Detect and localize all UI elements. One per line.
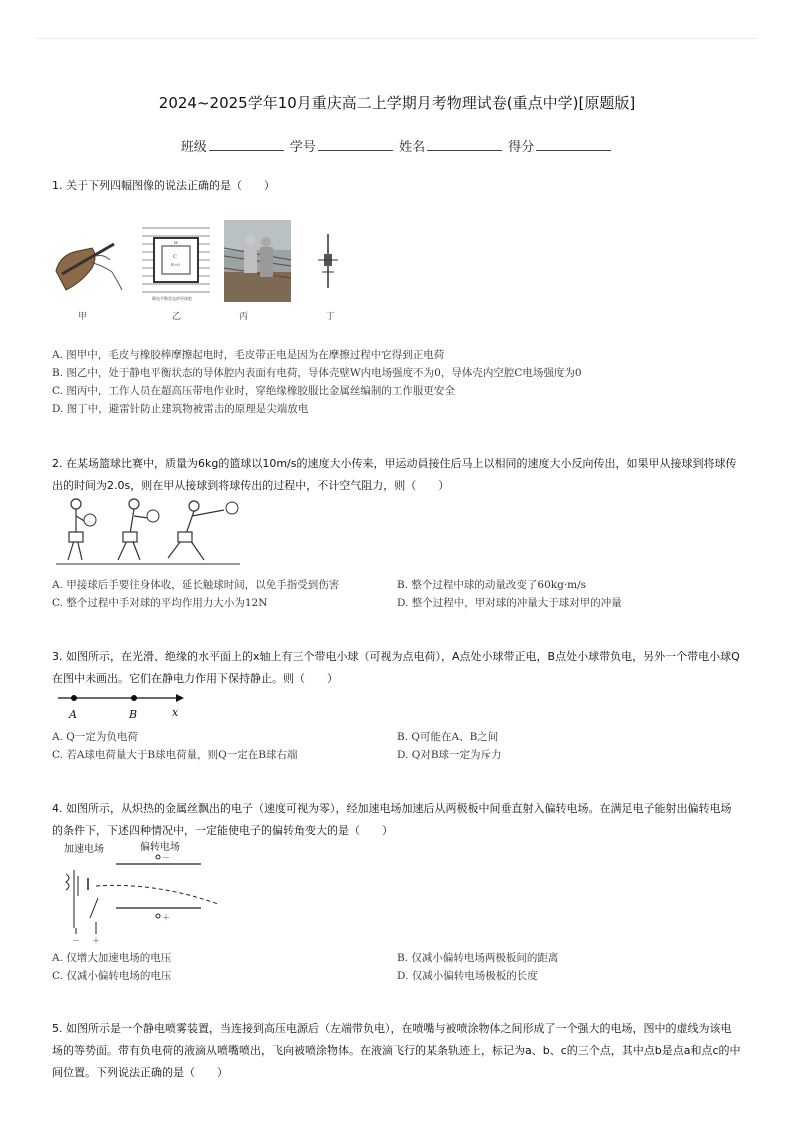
fig-bing-workers-photo bbox=[224, 220, 291, 302]
fig-x-axis-charges bbox=[56, 690, 196, 720]
svg-text:W: W bbox=[174, 240, 179, 245]
fig-yi-label: 静电平衡状态的导体腔 bbox=[152, 296, 192, 301]
class-blank[interactable] bbox=[209, 138, 284, 151]
accel-minus-sign: － bbox=[72, 936, 80, 944]
fig-basketball-players bbox=[56, 496, 240, 568]
class-label: 班级 bbox=[180, 140, 207, 155]
question-3-stem: 3. 如图所示，在光滑、绝缘的水平面上的x轴上有三个带电小球（可视为点电荷），A点处小球带正电，B点处小球带负电，另外一个带电小球Q在图中未画出。它们在静电力作用下保持静止。则（ ） bbox=[52, 650, 740, 685]
question-1-stem: 1. 关于下列四幅图像的说法正确的是（ ） bbox=[52, 179, 275, 192]
page-title: 2024~2025学年10月重庆高二上学期月考物理试卷(重点中学)[原题版] bbox=[158, 94, 636, 112]
header-rule bbox=[36, 38, 758, 39]
svg-text:E=0: E=0 bbox=[171, 262, 180, 267]
q1-option-c[interactable]: C. 图丙中，工作人员在超高压带电作业时，穿绝缘橡胶服比金属丝编制的工作服更安全 bbox=[52, 385, 455, 397]
accel-field-label: 加速电场 bbox=[64, 844, 104, 855]
fig-electron-deflection bbox=[56, 838, 226, 944]
name-blank[interactable] bbox=[427, 138, 502, 151]
q3-option-d[interactable]: D. Q对B球一定为斥力 bbox=[397, 749, 502, 761]
score-label: 得分 bbox=[508, 140, 535, 155]
fig-yi-conductor-cavity bbox=[140, 220, 212, 302]
score-blank[interactable] bbox=[536, 138, 611, 151]
name-label: 姓名 bbox=[399, 140, 426, 155]
top-plate-sign: － bbox=[162, 853, 170, 862]
q4-option-c[interactable]: C. 仅减小偏转电场的电压 bbox=[52, 970, 172, 982]
caption-bing: 丙 bbox=[239, 312, 249, 322]
x-axis-label: x bbox=[172, 706, 179, 719]
q1-option-d[interactable]: D. 图丁中，避雷针防止建筑物被雷击的原理是尖端放电 bbox=[52, 403, 309, 415]
q4-option-d[interactable]: D. 仅减小偏转电场极板的长度 bbox=[397, 970, 538, 982]
id-label: 学号 bbox=[289, 140, 316, 155]
svg-text:C: C bbox=[173, 254, 177, 260]
caption-ding: 丁 bbox=[326, 312, 336, 322]
q4-option-b[interactable]: B. 仅减小偏转电场两极板间的距离 bbox=[397, 952, 559, 964]
student-info-line bbox=[0, 136, 794, 155]
question-2-stem: 2. 在某场篮球比赛中，质量为6kg的篮球以10m/s的速度大小传来，甲运动員接住后马上以相同的速度大小反向传出，如果甲从接球到将球传出的时间为2.0s，则在甲从接球到将球传出的过程中，不计空气阻力，则（ ） bbox=[52, 457, 737, 492]
accel-plus-sign: ＋ bbox=[92, 936, 100, 944]
caption-jia: 甲 bbox=[78, 312, 88, 322]
question-5-stem: 5. 如图所示是一个静电喷雾装置，当连接到高压电源后（左端带负电），在喷嘴与被喷涂物体之间形成了一个强大的电场，图中的虚线为该电场的等势面。带有负电荷的液滴从喷嘴喷出，飞向被喷涂物体。在液滴飞行的某条轨迹上，标记为a、b、c的三个点，其中点b是点a和点c的中间位置。下列说法正确的是（ ） bbox=[52, 1022, 741, 1079]
q1-option-b[interactable]: B. 图乙中，处于静电平衡状态的导体腔内表面有电荷，导体壳壁W内电场强度不为0，导体壳内空腔C电场强度为0 bbox=[52, 367, 582, 379]
question-4-stem: 4. 如图所示，从炽热的金属丝飘出的电子（速度可视为零），经加速电场加速后从两极板中间垂直射入偏转电场。在满足电子能射出偏转电场的条件下，下述四种情况中，一定能使电子的偏转角变大的是（ ） bbox=[52, 802, 732, 837]
bottom-plate-sign: ＋ bbox=[162, 913, 170, 922]
fig-ding-lightning-rod bbox=[316, 232, 340, 290]
fig-jia-rubbing-rod bbox=[52, 226, 124, 296]
deflect-field-label: 偏转电场 bbox=[140, 842, 180, 853]
q2-option-d[interactable]: D. 整个过程中，甲对球的冲量大于球对甲的冲量 bbox=[397, 597, 622, 609]
q2-option-c[interactable]: C. 整个过程中手对球的平均作用力大小为12N bbox=[52, 597, 268, 609]
point-b-label: B bbox=[129, 708, 138, 720]
caption-yi: 乙 bbox=[172, 312, 182, 322]
point-a-label: A bbox=[69, 708, 77, 720]
q2-option-a[interactable]: A. 甲接球后手要往身体收，延长触球时间，以免手指受到伤害 bbox=[52, 579, 340, 591]
q3-option-a[interactable]: A. Q一定为负电荷 bbox=[52, 731, 138, 743]
q3-option-c[interactable]: C. 若A球电荷量大于B球电荷量，则Q一定在B球右端 bbox=[52, 749, 298, 761]
q2-option-b[interactable]: B. 整个过程中球的动量改变了60kg·m/s bbox=[397, 579, 587, 591]
q4-option-a[interactable]: A. 仅增大加速电场的电压 bbox=[52, 952, 172, 964]
q3-option-b[interactable]: B. Q可能在A、B之间 bbox=[397, 731, 499, 743]
id-blank[interactable] bbox=[318, 138, 393, 151]
q1-option-a[interactable]: A. 图甲中，毛皮与橡胶棒摩擦起电时，毛皮带正电是因为在摩擦过程中它得到正电荷 bbox=[52, 349, 445, 361]
